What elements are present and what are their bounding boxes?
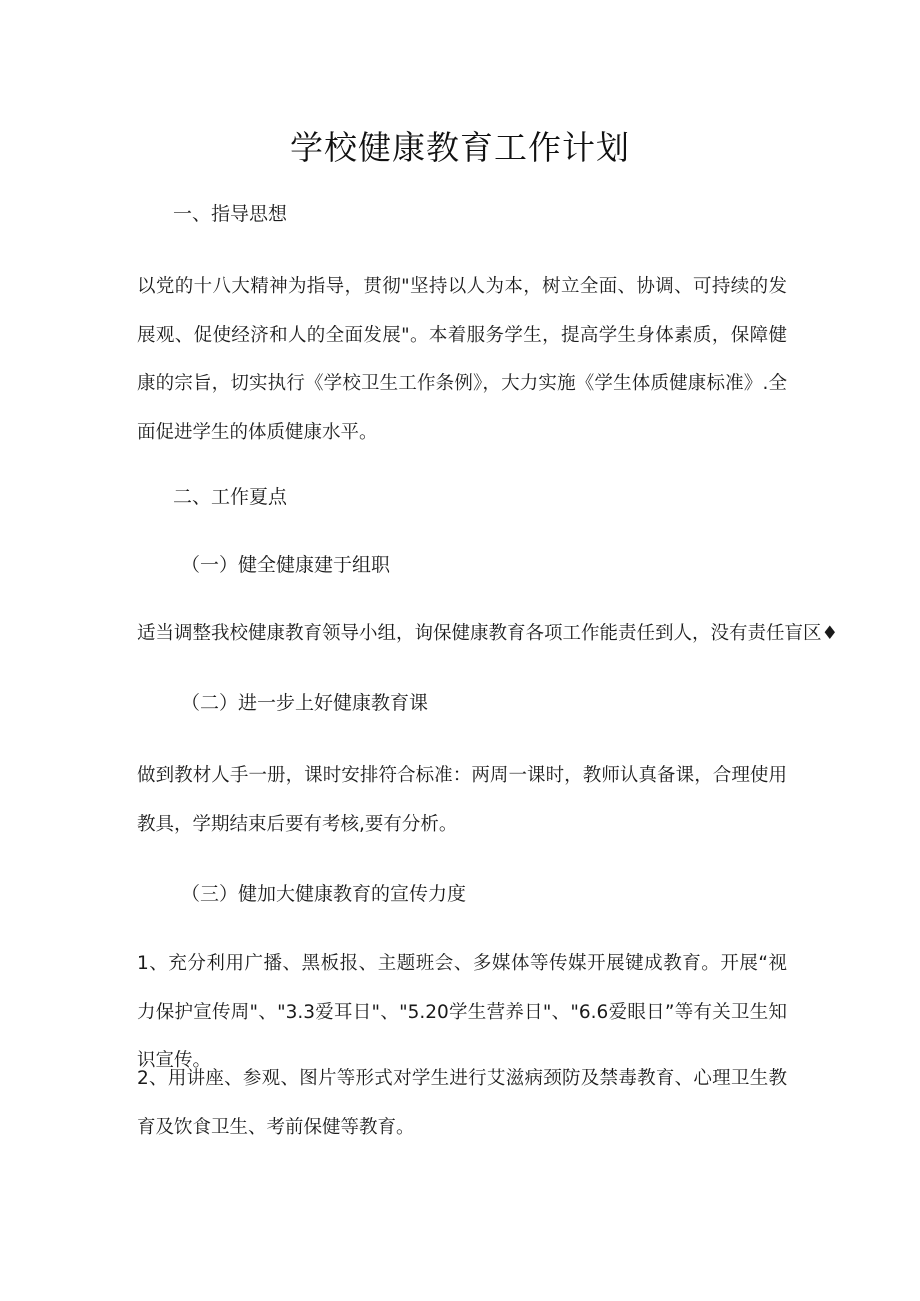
list-item-publicity-2: 2、用讲座、参观、图片等形式对学生进行艾滋病颈防及禁毒教育、心理卫生教育及饮食卫生、考前保健等教育。 [137, 1068, 787, 1138]
subsection-heading-organization: （一）健全健康建于组职 [181, 554, 391, 576]
paragraph-health-class: 做到教材人手一册，课时安排符合标准：两周一课时，教师认真备课，合理使用教具，学期结束后要有考核,要有分析。 [137, 765, 787, 835]
section-heading-work-points: 二、工作夏点 [173, 486, 288, 508]
subsection-heading-health-class: （二）进一步上好健康教育课 [181, 692, 429, 714]
paragraph-guiding-ideology: 以党的十八大精神为指导，贯彻"坚持以人为本，树立全面、协调、可持续的发展观、促使经济和人的全面发展"。本着服务学生，提高学生身体素质，保障健康的宗旨，切实执行《学校卫生工作条例》，大力实施《学生体质健康标准》.全面促进学生的体质健康水平。 [137, 276, 787, 443]
document-title: 学校健康教育工作计划 [290, 128, 630, 167]
paragraph-organization: 适当调整我校健康教育领导小组，询保健康教育各项工作能责任到人，没有责任盲区♦ [137, 623, 839, 644]
list-item-publicity-1: 1、充分利用广播、黑板报、主题班会、多媒体等传媒开展键成教育。开展“视力保护宣传周"、"3.3爱耳日"、"5.20学生营养日"、"6.6爱眼日”等有关卫生知识宣传。 [137, 953, 787, 1071]
section-heading-guiding-ideology: 一、指导思想 [173, 203, 288, 225]
subsection-heading-publicity: （三）健加大健康教育的宣传力度 [181, 883, 467, 905]
